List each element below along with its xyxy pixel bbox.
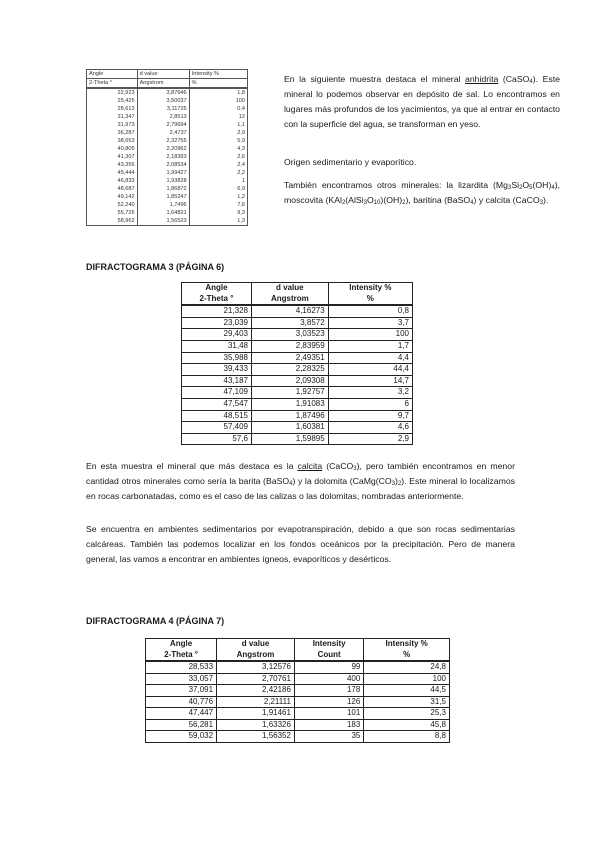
header-angle: Angle [182,283,252,294]
table-cell: 1,92757 [251,387,328,399]
origin-paragraph [284,155,560,170]
table-row [87,97,248,105]
diffractogram-table-3 [181,282,413,445]
table-row [87,185,248,193]
table-cell: 31,973 [87,121,138,129]
table-subheader-row [87,79,248,89]
table-cell: 0,4 [189,105,247,113]
subscript: 2 [519,185,523,191]
text-segment: ), baritina (BaSO [405,195,471,205]
text-segment: )(OH) [380,195,403,205]
table-row [87,153,248,161]
table-cell: 45,8 [364,719,450,731]
table-row [146,661,450,673]
table-cell: 1,60381 [251,422,328,434]
table-cell: 57,409 [182,422,252,434]
table-row [87,88,248,97]
other-minerals-paragraph [284,178,560,208]
table-cell: 2,21111 [217,696,295,708]
table-cell: 55,726 [87,209,138,217]
table-cell: 35 [294,731,363,743]
table-cell: 1,64821 [137,209,189,217]
table-cell: 1,93828 [137,177,189,185]
section-title-diffractogram-4: DIFRACTOGRAMA 4 (PÁGINA 7) [86,616,225,626]
table-cell: 400 [294,673,363,685]
text-segment: ). [543,195,549,205]
table-cell: 9,3 [189,209,247,217]
table-row [182,387,413,399]
subheader-d-value: Angstrom [251,294,328,306]
text-segment: En esta muestra el mineral que más destaca es la [86,461,298,471]
subheader-count: Count [294,650,363,662]
table-cell: 2,79694 [137,121,189,129]
table-cell: 38,653 [87,137,138,145]
table-row [146,731,450,743]
table-cell: 14,7 [328,375,412,387]
table-row [182,433,413,445]
subscript: 4 [551,185,555,191]
table-row [87,113,248,121]
table-cell: 3,2 [328,387,412,399]
table-cell: 1,2 [189,193,247,201]
table-cell: 59,032 [146,731,217,743]
table-cell: 31,48 [182,340,252,352]
table-cell: 1,63326 [217,719,295,731]
table-row [182,398,413,410]
table-cell: 43,187 [182,375,252,387]
table-cell: 47,547 [182,398,252,410]
table-cell: 2,83959 [251,340,328,352]
table-row [87,121,248,129]
table-row [182,317,413,329]
table-cell: 1,3 [189,217,247,226]
table-cell: 1,87496 [251,410,328,422]
table-cell: 25,425 [87,97,138,105]
table-cell: 47,109 [182,387,252,399]
table-cell: 3,12576 [217,661,295,673]
table-row [146,719,450,731]
table-cell: 100 [328,329,412,341]
table-cell: 126 [294,696,363,708]
table-row [87,129,248,137]
table-cell: 47,447 [146,708,217,720]
table-cell: 25,3 [364,708,450,720]
table-cell: 43,356 [87,161,138,169]
subheader-d-value: Angstrom [217,650,295,662]
table-row [87,137,248,145]
header-d-value: d value [137,70,189,79]
mineral-anhydrite: anhidrita [465,74,499,84]
text-segment: Si [511,180,520,190]
table-row [87,145,248,153]
table-cell: 1,1 [189,121,247,129]
subscript: 3 [363,200,367,206]
table-row [87,193,248,201]
table-row [146,673,450,685]
table-cell: 24,8 [364,661,450,673]
table-cell: 3,8572 [251,317,328,329]
table-cell: 6 [328,398,412,410]
calcite-paragraph [86,459,515,504]
table-subheader-row [146,650,450,662]
table-cell: 57,6 [182,433,252,445]
table-cell: 2,20962 [137,145,189,153]
table-row [87,105,248,113]
text-segment: O [522,180,530,190]
table-cell: 2,18393 [137,153,189,161]
header-intensity-count: Intensity [294,639,363,650]
table-cell: 4,3 [189,145,247,153]
header-intensity: Intensity % [189,70,247,79]
table-cell: 2,9 [328,433,412,445]
table-cell: 29,403 [182,329,252,341]
text-segment: (AlSi [345,195,364,205]
table-row [182,422,413,434]
table-row [146,708,450,720]
text-segment: También encontramos otros minerales: la lizardita (Mg [284,180,508,190]
header-d-value: d value [217,639,295,650]
table-cell: 52,240 [87,201,138,209]
text-segment: ), moscovita (KAl [284,180,560,205]
table-cell: 178 [294,685,363,697]
diffractogram-table-4 [145,638,450,743]
table-cell: 40,805 [87,145,138,153]
subheader-intensity: % [189,79,247,89]
table-cell: 1,85247 [137,193,189,201]
table-cell: 31,5 [364,696,450,708]
text-segment: Origen sedimentario y evaporítico. [284,157,417,167]
table-cell: 1,91461 [217,708,295,720]
subscript: 5 [529,185,533,191]
table-cell: 3,03523 [251,329,328,341]
subheader-angle: 2-Theta ° [146,650,217,662]
header-intensity: Intensity % [328,283,412,294]
table-cell: 36,287 [87,129,138,137]
table-header-row [182,283,413,294]
header-angle: Angle [87,70,138,79]
table-cell: 1 [189,177,247,185]
table-cell: 2,9 [189,129,247,137]
text-segment: En la siguiente muestra destaca el mineral [284,74,465,84]
subscript: 4 [470,200,474,206]
table-cell: 100 [189,97,247,105]
table-cell: 46,833 [87,177,138,185]
table-cell: 4,6 [328,422,412,434]
subheader-d-value: Angstrom [137,79,189,89]
text-segment: (OH) [532,180,552,190]
table-cell: 1,86872 [137,185,189,193]
table-cell: 1,8 [189,88,247,97]
subheader-intensity: % [328,294,412,306]
table-cell: 21,328 [182,305,252,317]
table-cell: 1,7496 [137,201,189,209]
text-segment: ) y calcita (CaCO [473,195,540,205]
table-cell: 41,307 [87,153,138,161]
table-row [182,364,413,376]
text-segment: ), pero también encontramos en menor cantidad otros minerales como sería la barita (BaSO [86,461,515,486]
diffractogram-table-anhydrite [86,69,248,226]
table-cell: 1,99427 [137,169,189,177]
table-cell: 1,7 [328,340,412,352]
subheader-angle: 2-Theta ° [87,79,138,89]
table-cell: 3,87646 [137,88,189,97]
table-header-row [146,639,450,650]
table-row [182,352,413,364]
table-cell: 3,7 [328,317,412,329]
subscript: 4 [529,79,533,85]
table-cell: 33,057 [146,673,217,685]
subscript: 2 [397,481,402,487]
table-row [146,696,450,708]
table-cell: 56,281 [146,719,217,731]
header-angle: Angle [146,639,217,650]
table-cell: 28,533 [146,661,217,673]
table-cell: 99 [294,661,363,673]
table-cell: 9,7 [328,410,412,422]
subheader-percent: % [364,650,450,662]
table-cell: 48,515 [182,410,252,422]
table-cell: 39,433 [182,364,252,376]
table-cell: 12 [189,113,247,121]
text-segment: O [366,195,374,205]
table-cell: 22,923 [87,88,138,97]
table-cell: 1,91083 [251,398,328,410]
table-cell: 1,56352 [217,731,295,743]
table-cell: 28,613 [87,105,138,113]
table-row [87,177,248,185]
table-cell: 7,6 [189,201,247,209]
table-row [182,375,413,387]
text-segment: ) [395,476,398,486]
subheader-angle: 2-Theta ° [182,294,252,306]
table-cell: 183 [294,719,363,731]
table-header-row [87,70,248,79]
section-title-diffractogram-3: DIFRACTOGRAMA 3 (PÁGINA 6) [86,262,225,272]
table-row [182,329,413,341]
table-cell: 4,4 [328,352,412,364]
table-cell: 1,56523 [137,217,189,226]
table-cell: 2,70761 [217,673,295,685]
subscript: 3 [353,466,357,472]
table-row [87,201,248,209]
table-cell: 49,142 [87,193,138,201]
environment-paragraph [86,522,515,567]
subscript: 4 [289,481,293,487]
table-cell: 100 [364,673,450,685]
text-segment: ). Este mineral lo localizamos en rocas carbonatadas, como es el caso de las calizas o las dolomitas, nombradas anteriormente. [86,476,515,501]
table-cell: 2,28325 [251,364,328,376]
table-cell: 48,687 [87,185,138,193]
table-cell: 2,4 [189,161,247,169]
subscript: 3 [539,200,544,206]
table-cell: 45,444 [87,169,138,177]
table-cell: 2,42186 [217,685,295,697]
mineral-calcite: calcita [297,461,323,471]
table-cell: 5,9 [189,137,247,145]
table-cell: 31,347 [87,113,138,121]
table-row [182,340,413,352]
table-row [87,169,248,177]
table-cell: 3,50037 [137,97,189,105]
table-cell: 3,11725 [137,105,189,113]
table-cell: 2,08534 [137,161,189,169]
table-cell: 35,988 [182,352,252,364]
text-segment: Se encuentra en ambientes sedimentarios por evapotranspiración, debido a que son rocas sedimentarias calcáreas. También las podemos localizar en los fondos oceánicos por la precipitación. Pero de manera general, las vamos a encontrar en ambientes ígneos, evaporíticos y desérticos. [86,524,515,564]
subscript: 2 [402,200,406,206]
table-row [87,217,248,226]
table-row [87,161,248,169]
table-row [87,209,248,217]
subscript: 3 [507,185,512,191]
table-subheader-row [182,294,413,306]
text-segment: (CaCO [322,461,354,471]
table-cell: 58,962 [87,217,138,226]
subscript: 2 [341,200,346,206]
table-cell: 0,8 [328,305,412,317]
table-cell: 6,9 [189,185,247,193]
intro-paragraph-anhydrite [284,72,560,132]
table-row [182,305,413,317]
table-cell: 2,8513 [137,113,189,121]
table-cell: 44,4 [328,364,412,376]
table-row [182,410,413,422]
table-cell: 40,776 [146,696,217,708]
table-cell: 8,8 [364,731,450,743]
table-cell: 44,5 [364,685,450,697]
table-row [146,685,450,697]
table-cell: 2,6 [189,153,247,161]
table-cell: 101 [294,708,363,720]
header-intensity-percent: Intensity % [364,639,450,650]
table-cell: 2,2 [189,169,247,177]
header-d-value: d value [251,283,328,294]
text-segment: ). Este mineral lo podemos observar en depósito de sal. Lo encontramos en lugares más profundos de los yacimientos, ya que al entrar en contacto con la superficie del agua, se transforman en yeso. [284,74,560,129]
table-cell: 2,32755 [137,137,189,145]
table-cell: 4,16273 [251,305,328,317]
subscript: 3 [391,481,396,487]
text-segment: (CaSO [498,74,530,84]
table-cell: 23,039 [182,317,252,329]
subscript: 10 [373,200,381,206]
text-segment: ) y la dolomita (CaMg(CO [292,476,392,486]
table-cell: 1,59895 [251,433,328,445]
table-cell: 2,49351 [251,352,328,364]
table-cell: 37,091 [146,685,217,697]
table-cell: 2,09308 [251,375,328,387]
table-cell: 2,4737 [137,129,189,137]
